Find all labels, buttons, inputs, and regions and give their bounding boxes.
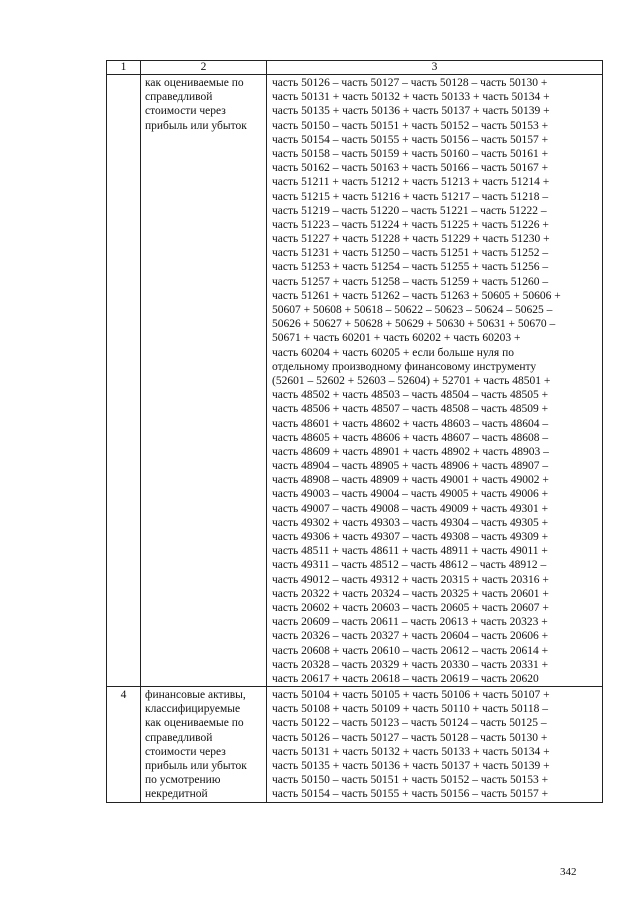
formula-line: часть 48904 – часть 48905 + часть 48906 + часть 48907 –	[272, 460, 549, 473]
formula-line: часть 48609 + часть 48901 + часть 48902 + часть 48903 –	[272, 445, 549, 458]
formula-line: часть 51227 + часть 51228 + часть 51229 + часть 51230 +	[272, 233, 550, 246]
description-line: прибыль или убыток	[145, 119, 247, 132]
formula-line: часть 50135 + часть 50136 + часть 50137 + часть 50139 +	[272, 760, 550, 772]
formula-line: часть 49302 + часть 49303 – часть 49304 – часть 49305 +	[272, 516, 549, 529]
formula-line: часть 49306 + часть 49307 – часть 49308 – часть 49309 +	[272, 531, 549, 543]
formula-line: часть 20322 + часть 20324 – часть 20325 + часть 20601 +	[272, 587, 549, 600]
formula-line: часть 50158 – часть 50159 + часть 50160 – часть 50161 +	[272, 147, 549, 160]
description-line: стоимости через	[145, 745, 226, 758]
formula-line: часть 51223 – часть 51224 + часть 51225 + часть 51226 +	[272, 218, 549, 231]
formula-line: 50671 + часть 60201 + часть 60202 + часть 60203 +	[272, 332, 521, 345]
formula-line: часть 49003 – часть 49004 – часть 49005 + часть 49006 +	[272, 488, 549, 501]
description-line: как оцениваемые по	[145, 717, 244, 730]
formula-line: часть 20608 + часть 20610 – часть 20612 – часть 20614 +	[272, 644, 549, 657]
row-number-cell	[107, 75, 141, 687]
page-number: 342	[560, 866, 577, 878]
formula-line: часть 20609 – часть 20611 – часть 20613 + часть 20323 +	[272, 616, 548, 629]
formula-line: (52601 – 52602 + 52603 – 52604) + 52701 + часть 48501 +	[272, 374, 551, 387]
formula-line: часть 51211 + часть 51212 + часть 51213 + часть 51214 +	[272, 176, 550, 189]
formula-line: часть 50150 – часть 50151 + часть 50152 – часть 50153 +	[272, 774, 549, 787]
formula-line: часть 50162 – часть 50163 + часть 50166 – часть 50167 +	[272, 162, 549, 175]
formula-line: часть 48605 + часть 48606 + часть 48607 – часть 48608 –	[272, 431, 549, 444]
formula-line: часть 51253 + часть 51254 – часть 51255 + часть 51256 –	[272, 261, 549, 274]
formula-line: часть 51231 + часть 51250 – часть 51251 + часть 51252 –	[272, 247, 549, 260]
formula-line: 50626 + 50627 + 50628 + 50629 + 50630 + 50631 + 50670 –	[272, 318, 556, 331]
description-line: стоимости через	[145, 105, 226, 118]
description-line: справедливой	[145, 91, 213, 104]
description-line: прибыль или убыток	[145, 760, 247, 772]
formula-line: часть 48601 + часть 48602 + часть 48603 – часть 48604 –	[272, 417, 549, 430]
formula-line: часть 49012 – часть 49312 + часть 20315 + часть 20316 +	[272, 573, 549, 586]
formula-line: часть 50135 + часть 50136 + часть 50137 + часть 50139 +	[272, 105, 550, 118]
formula-line: 50607 + 50608 + 50618 – 50622 – 50623 – 50624 – 50625 –	[272, 304, 553, 316]
table-row	[107, 75, 603, 687]
formula-line: часть 51261 + часть 51262 – часть 51263 + 50605 + 50606 +	[272, 289, 561, 302]
formula-line: часть 51219 – часть 51220 – часть 51221 – часть 51222 –	[272, 204, 547, 217]
formula-line: часть 50154 – часть 50155 + часть 50156 – часть 50157 +	[272, 788, 549, 801]
description-line: по усмотрению	[145, 774, 221, 787]
formula-line: часть 50122 – часть 50123 – часть 50124 – часть 50125 –	[272, 717, 547, 730]
formula-line: часть 48502 + часть 48503 – часть 48504 – часть 48505 +	[272, 389, 549, 402]
formula-line: часть 50131 + часть 50132 + часть 50133 + часть 50134 +	[272, 745, 550, 758]
formula-line: часть 48506 + часть 48507 – часть 48508 – часть 48509 +	[272, 403, 549, 416]
formula-line: часть 50150 – часть 50151 + часть 50152 – часть 50153 +	[272, 119, 549, 132]
row-number-cell: 4	[107, 687, 141, 803]
table-row	[107, 687, 603, 803]
formula-line: часть 49007 – часть 49008 – часть 49009 + часть 49301 +	[272, 502, 549, 515]
description-line: как оцениваемые по	[145, 77, 244, 89]
description-line: классифицируемые	[145, 703, 241, 716]
row-description-cell	[141, 75, 267, 687]
formula-line: часть 50126 – часть 50127 – часть 50128 – часть 50130 +	[272, 731, 548, 744]
header-col-1: 1	[107, 61, 141, 75]
header-col-2: 2	[141, 61, 267, 75]
row-formula-cell	[267, 687, 603, 803]
formula-line: часть 50126 – часть 50127 – часть 50128 – часть 50130 +	[272, 77, 548, 89]
formula-line: часть 50104 + часть 50105 + часть 50106 + часть 50107 +	[272, 689, 550, 702]
document-table	[106, 60, 603, 803]
row-description-cell	[141, 687, 267, 803]
formula-line: часть 20617 + часть 20618 – часть 20619 – часть 20620	[272, 672, 539, 685]
formula-line: часть 60204 + часть 60205 + если больше нуля по	[272, 346, 514, 359]
description-line: справедливой	[145, 731, 213, 744]
description-line: некредитной	[145, 788, 208, 801]
formula-line: часть 51215 + часть 51216 + часть 51217 – часть 51218 –	[272, 190, 549, 203]
formula-line: часть 20328 – часть 20329 + часть 20330 – часть 20331 +	[272, 658, 549, 671]
formula-line: часть 51257 + часть 51258 – часть 51259 + часть 51260 –	[272, 275, 549, 288]
formula-line: часть 50154 – часть 50155 + часть 50156 – часть 50157 +	[272, 133, 549, 146]
description-line: финансовые активы,	[145, 689, 246, 702]
formula-line: часть 49311 – часть 48512 – часть 48612 – часть 48912 –	[272, 559, 547, 572]
formula-line: отдельному производному финансовому инструменту	[272, 360, 537, 373]
formula-line: часть 50108 + часть 50109 + часть 50110 + часть 50118 –	[272, 703, 549, 716]
formula-line: часть 48511 + часть 48611 + часть 48911 + часть 49011 +	[272, 545, 548, 558]
row-formula-cell	[267, 75, 603, 687]
formula-line: часть 20602 + часть 20603 – часть 20605 + часть 20607 +	[272, 601, 549, 614]
header-col-3: 3	[267, 61, 603, 75]
table-header-row	[107, 61, 603, 75]
formula-line: часть 20326 – часть 20327 + часть 20604 – часть 20606 +	[272, 630, 549, 643]
formula-line: часть 50131 + часть 50132 + часть 50133 + часть 50134 +	[272, 91, 550, 104]
table-body	[107, 75, 603, 803]
formula-line: часть 48908 – часть 48909 + часть 49001 + часть 49002 +	[272, 474, 549, 487]
